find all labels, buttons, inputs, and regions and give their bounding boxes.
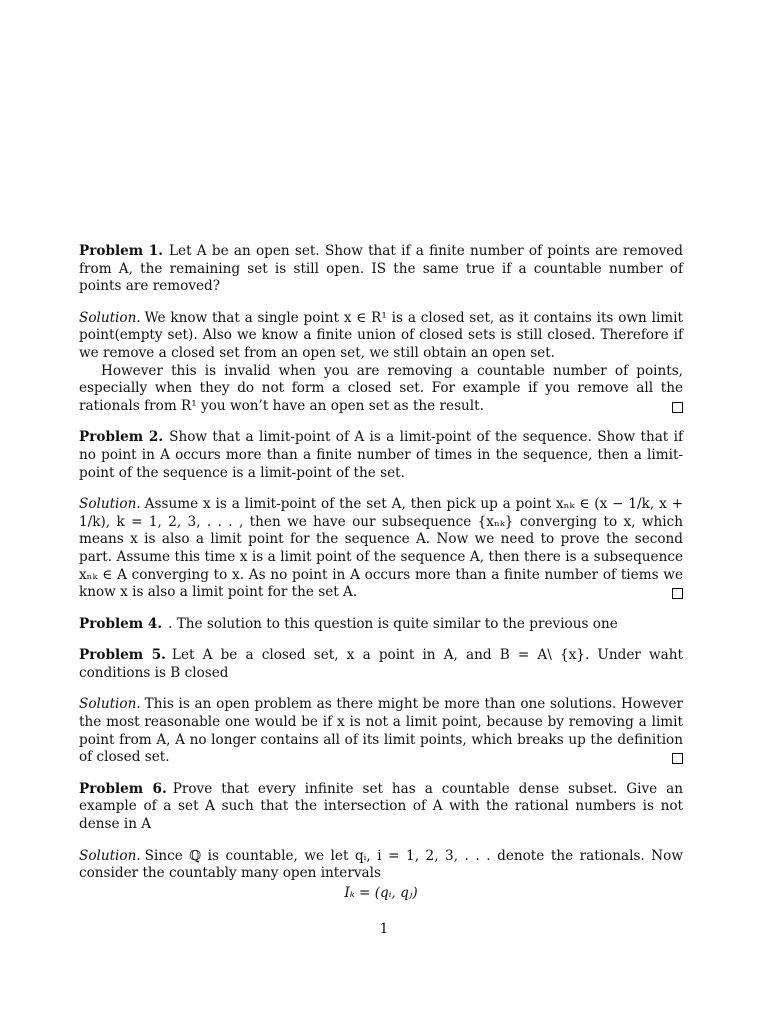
solution-paragraph bbox=[79, 310, 683, 363]
solution-label: Solution. bbox=[79, 696, 141, 713]
qed-square-icon bbox=[672, 588, 683, 599]
qed-square-icon bbox=[672, 402, 683, 413]
problem-block bbox=[79, 781, 683, 834]
problem-label: Problem 5. bbox=[79, 647, 166, 664]
problem-label: Problem 1. bbox=[79, 243, 164, 259]
page-number: 1 bbox=[379, 921, 389, 937]
solution-text: We know that a single point x ∈ R¹ is a closed set, as it contains its own limit point(empty set). Also we know a finite union of closed sets is still closed. Therefore if we remove a closed set from an open set, we still obtain an open set. bbox=[79, 309, 683, 361]
solution-block bbox=[79, 848, 683, 903]
solution-paragraph bbox=[79, 696, 683, 766]
solution-text: This is an open problem as there might be more than one solutions. However the most reasonable one would be if x is not a limit point, because by removing a limit point from A, A no longer contains all of its limit points, which breaks up the definition of closed set. bbox=[79, 696, 683, 766]
solution-paragraph bbox=[79, 496, 683, 602]
problem-label: Problem 6. bbox=[79, 780, 167, 797]
problem-statement bbox=[79, 429, 683, 482]
problem-text: Let A be a closed set, x a point in A, and B = A\ {x}. Under waht conditions is B closed bbox=[79, 647, 683, 681]
solution-text: However this is invalid when you are removing a countable number of points, especially when they do not form a closed set. For example if you remove all the rationals from R¹ you won’t have an open set as the result. bbox=[79, 362, 683, 414]
problem-label: Problem 2. bbox=[79, 429, 164, 446]
problem-label: Problem 4. bbox=[79, 615, 163, 632]
problem-block bbox=[79, 616, 683, 634]
document-body bbox=[79, 243, 683, 916]
solution-paragraph bbox=[79, 363, 683, 416]
problem-statement bbox=[79, 616, 683, 634]
solution-text: Since ℚ is countable, we let qᵢ, i = 1, 2, 3, . . . denote the rationals. Now consider the countably many open intervals bbox=[79, 847, 683, 882]
problem-block bbox=[79, 429, 683, 482]
display-equation: Iₖ = (qᵢ, qⱼ) bbox=[344, 884, 418, 901]
problem-block bbox=[79, 243, 683, 296]
problem-text: Let A be an open set. Show that if a finite number of points are removed from A, the remaining set is still open. IS the same true if a countable number of points are removed? bbox=[79, 243, 684, 295]
problem-statement bbox=[79, 647, 683, 682]
solution-label: Solution. bbox=[79, 847, 141, 864]
problem-statement bbox=[79, 243, 683, 296]
solution-paragraph bbox=[79, 848, 683, 883]
problem-text: . The solution to this question is quite similar to the previous one bbox=[168, 615, 618, 632]
problem-text: Show that a limit-point of A is a limit-point of the sequence. Show that if no point in A occurs more than a finite number of times in the sequence, then a limit-point of the sequence is a limit-point of the set. bbox=[79, 429, 684, 481]
problem-statement bbox=[79, 781, 683, 834]
solution-text: Assume x is a limit-point of the set A, then pick up a point xₙₖ ∈ (x − 1/k, x + 1/k), k = 1, 2, 3, . . . , then we have our subsequence {xₙₖ} converging to x, which means x is also a limit point for the sequence A. Now we need to prove the second part. Assume this time x is a limit point of the sequence A, then there is a subsequence xₙₖ ∈ A converging to x. As no point in A occurs more than a finite number of tiems we know x is also a limit point for the set A. bbox=[79, 496, 683, 601]
problem-text: Prove that every infinite set has a countable dense subset. Give an example of a set A such that the intersection of A with the rational numbers is not dense in A bbox=[79, 780, 684, 833]
qed-square-icon bbox=[672, 753, 683, 764]
problem-block bbox=[79, 647, 683, 682]
solution-block bbox=[79, 496, 683, 602]
solution-label: Solution. bbox=[79, 309, 141, 326]
solution-block bbox=[79, 310, 683, 416]
solution-block bbox=[79, 696, 683, 766]
solution-label: Solution. bbox=[79, 496, 141, 513]
